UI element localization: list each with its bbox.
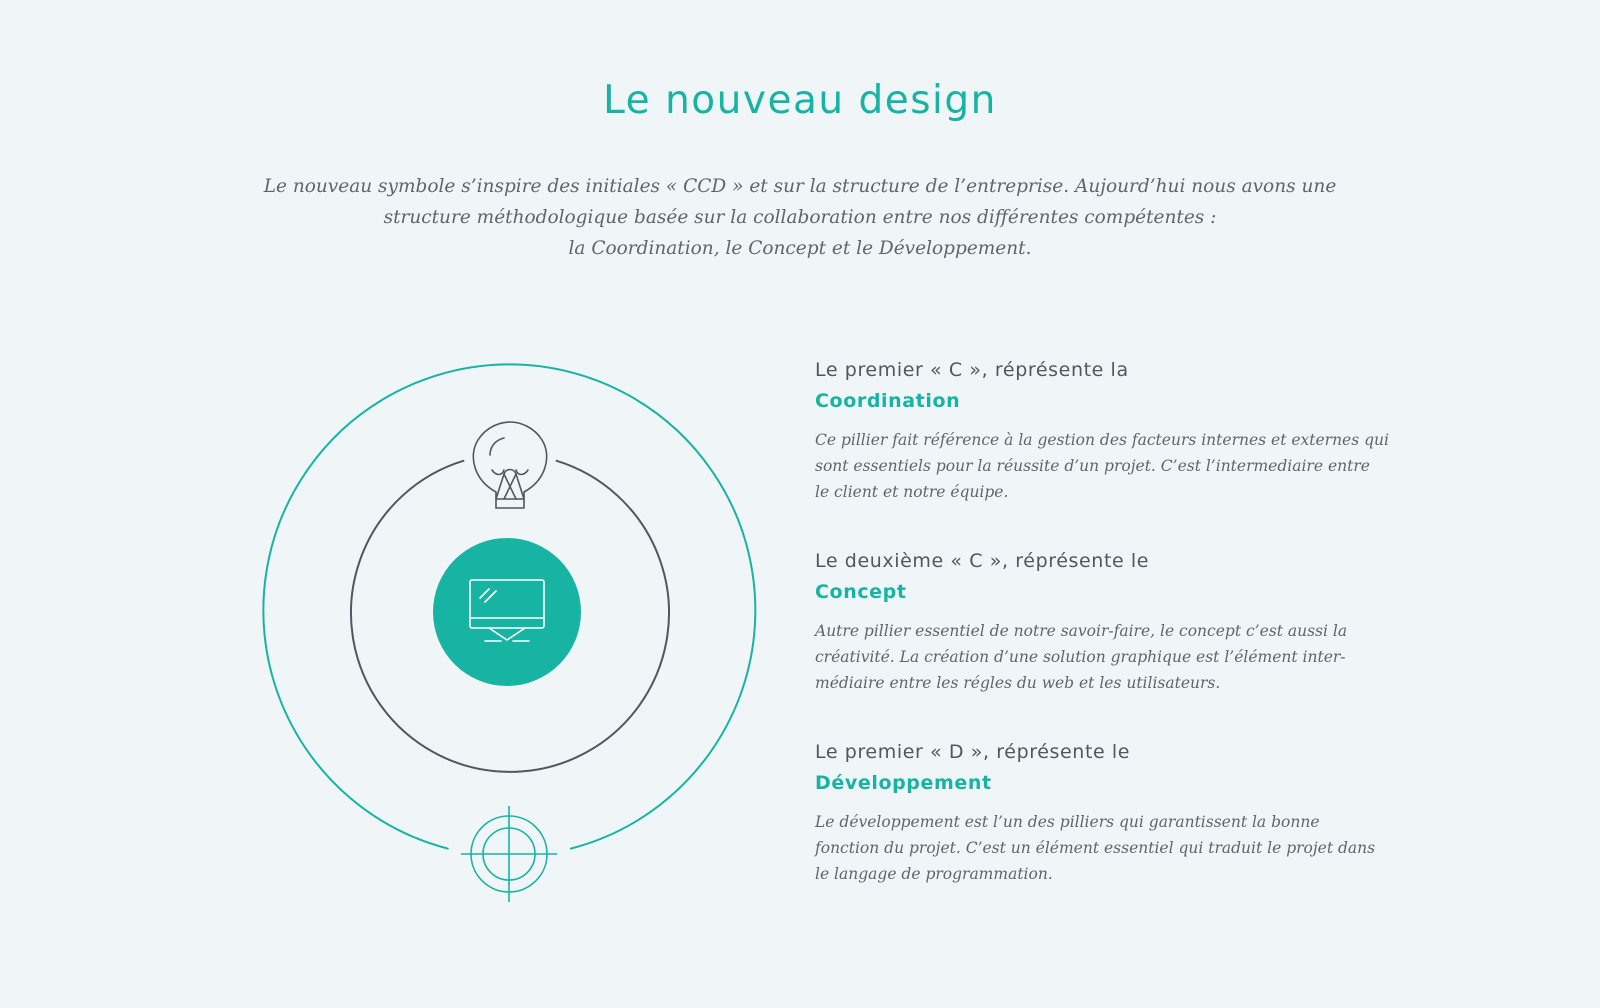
intro-paragraph	[220, 171, 1380, 264]
pillar-description-line: sont essentiels pour la réussite d’un projet. C’est l’intermediaire entre	[815, 457, 1370, 475]
pillar-keyword: Développement	[815, 772, 992, 794]
pillar-description-line: Le développement est l’un des pilliers qui garantissent la bonne	[815, 813, 1320, 831]
pillar-lead: Le premier « D », réprésente le	[815, 741, 1131, 763]
center-circle	[433, 538, 581, 686]
pillar-description-line: créativité. La création d’une solution graphique est l’élément inter-	[815, 648, 1346, 666]
pillar-keyword: Concept	[815, 581, 907, 603]
intro-line: la Coordination, le Concept et le Développement.	[568, 238, 1032, 259]
intro-line: structure méthodologique basée sur la collaboration entre nos différentes compétentes :	[383, 207, 1217, 228]
pillar-coordination	[815, 355, 1389, 505]
pillar-heading	[815, 737, 1385, 799]
pillar-heading	[815, 355, 1385, 417]
pillar-developpement	[815, 737, 1385, 887]
target-icon	[461, 806, 557, 902]
pillar-keyword: Coordination	[815, 390, 961, 412]
pillar-description	[815, 427, 1389, 505]
page-title: Le nouveau design	[603, 78, 997, 123]
pillar-description-line: médiaire entre les régles du web et les utilisateurs.	[815, 674, 1221, 692]
pillar-description-line: le client et notre équipe.	[815, 483, 1009, 501]
pillar-description	[815, 618, 1385, 696]
pillar-heading	[815, 546, 1385, 608]
pillar-description-line: le langage de programmation.	[815, 865, 1053, 883]
pillar-description-line: Autre pillier essentiel de notre savoir-faire, le concept c’est aussi la	[815, 622, 1348, 640]
intro-line: Le nouveau symbole s’inspire des initiales « CCD » et sur la structure de l’entreprise. Aujourd’hui nous avons une	[263, 176, 1337, 197]
pillar-concept	[815, 546, 1385, 696]
pillar-description-line: fonction du projet. C’est un élément essentiel qui traduit le projet dans	[815, 839, 1376, 857]
pillar-description	[815, 809, 1385, 887]
ccd-symbol-svg	[248, 352, 768, 912]
pillar-lead: Le deuxième « C », réprésente le	[815, 550, 1150, 572]
pillar-lead: Le premier « C », réprésente la	[815, 359, 1129, 381]
ccd-symbol-diagram	[248, 352, 768, 912]
lightbulb-icon	[473, 422, 546, 508]
pillar-description-line: Ce pillier fait référence à la gestion des facteurs internes et externes qui	[815, 431, 1389, 449]
